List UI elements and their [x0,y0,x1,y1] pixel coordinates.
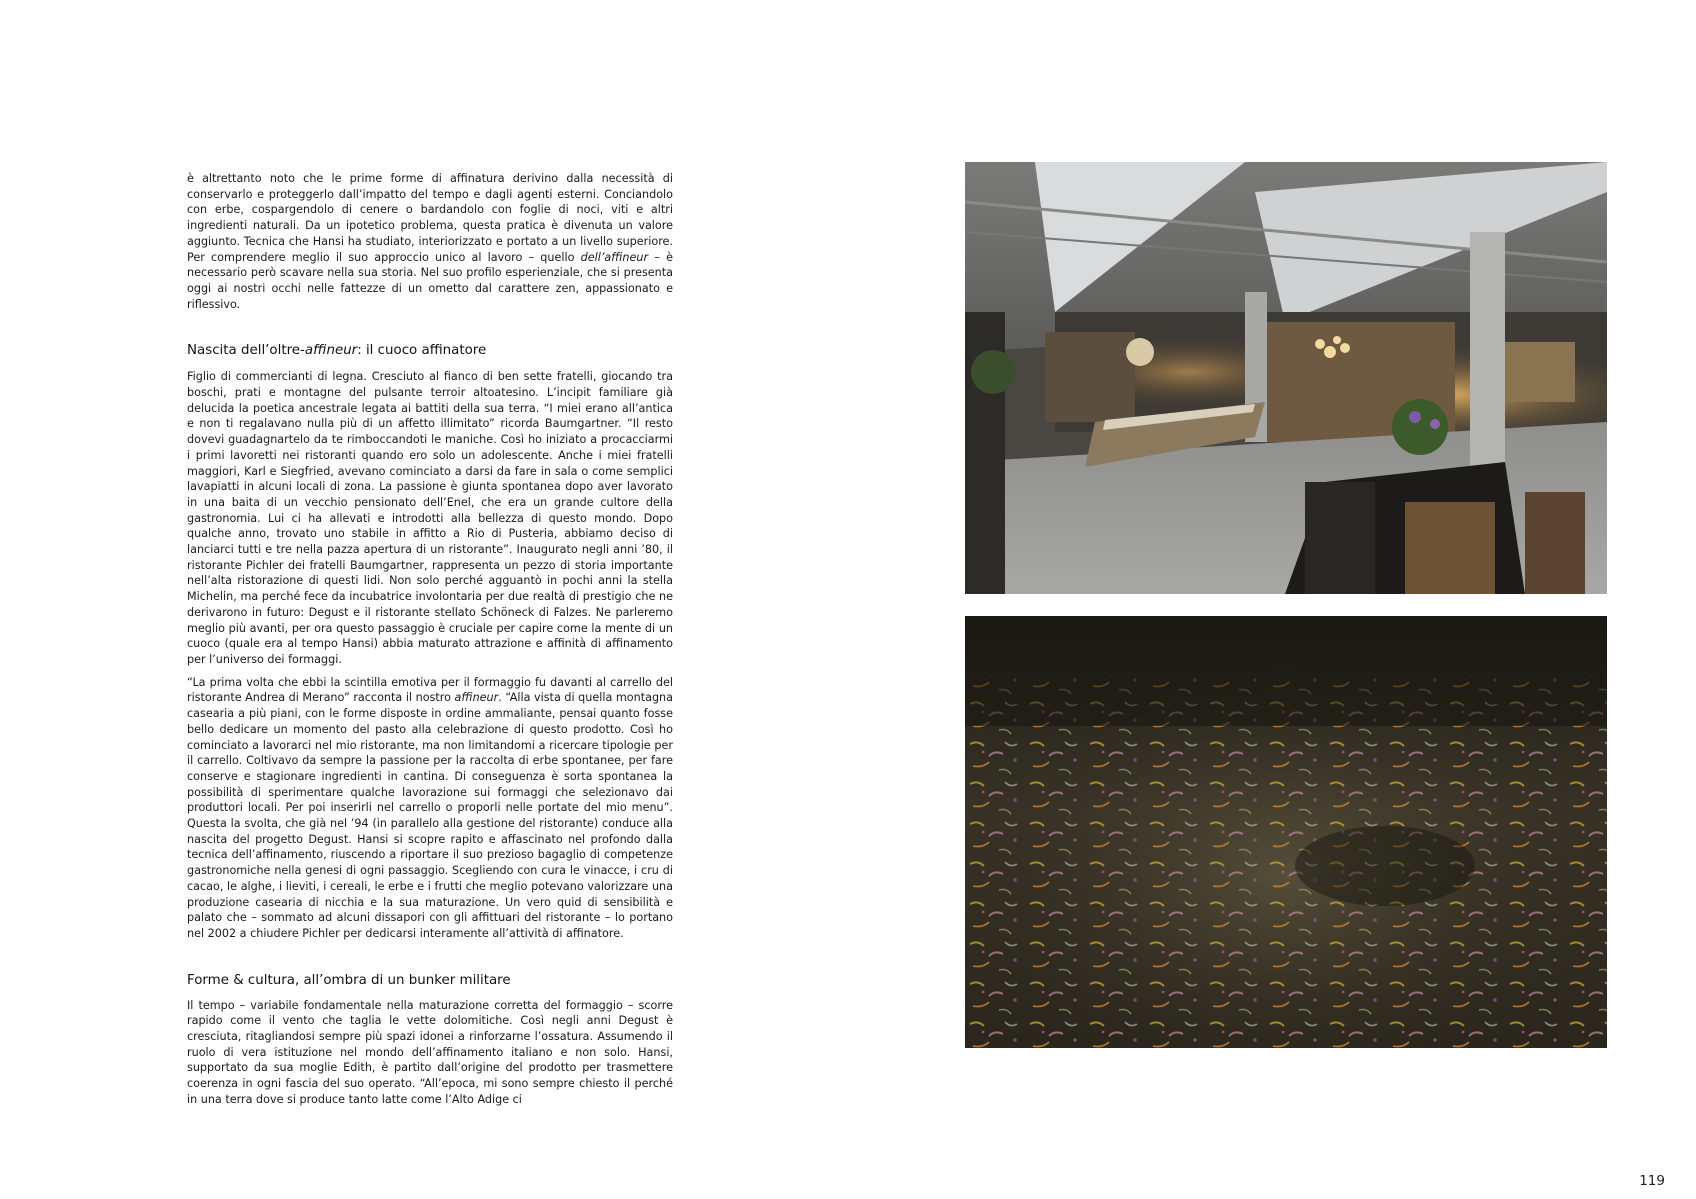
paragraph-childhood: Figlio di commercianti di legna. Cresciuto al fianco di ben sette fratelli, giocando tra boschi, prati e montagne del pulsante terroir altoatesino. L’incipit familiare già delucida la poetica ancestrale legata ai battiti della sua terra. “I miei erano all’antica e non ti regalavano nulla più di un affetto illimitato” ricorda Baumgartner. “Il resto dovevi guadagnartelo da te rimboccandoti le maniche. Così ho iniziato a procacciarmi i primi lavoretti nei ristoranti quando ero solo un adolescente. Anche i miei fratelli maggiori, Karl e Siegfried, avevano cominciato a darsi da fare in sala o come semplici lavapiatti in alcuni locali di zona. La passione è giunta spontanea dopo aver lavorato in una baita di un vecchio pensionato dell’Enel, che era un grande cultore della gastronomia. Lui ci ha allevati e introdotti alla bellezza di questo mondo. Dopo qualche anno, trovato uno stabile in affitto a Rio di Pusteria, abbiamo deciso di lanciarci tutti e tre nella pazza apertura di un ristorante”. Inaugurato negli anni ’80, il ristorante Pichler dei fratelli Baumgartner, rappresenta un pezzo di storia importante nell’alta ristorazione di questi lidi. Non solo perché agguantò in pochi anni la stella Michelin, ma perché fece da incubatrice involontaria per due realtà di prestigio che ne derivarono in futuro: Degust e il ristorante stellato Schöneck di Falzes. Ne parleremo meglio più avanti, per ora questo passaggio è cruciale per capire come la mente di un cuoco (quale era al tempo Hansi) abbia maturato attrazione e affinità di affinamento per l’universo dei formaggi. [187,370,673,666]
emphasis-affineur: affineur [454,691,499,705]
dried-herbs-illustration [965,616,1607,1048]
dried-herbs-flowers-photo [965,616,1607,1048]
restaurant-interior-photo [965,162,1607,594]
paragraph-first-spark: “La prima volta che ebbi la scintilla emotiva per il formaggio fu davanti al carrello del ristorante Andrea di Merano” racconta il nostro affineur. “Alla vista di quella montagna casearia a più piani, con le forme disposte in ordine ammaliante, pensai quanto fosse bello dedicare un momento del pasto alla celebrazione di questo prodotto. Così ho cominciato a lavorarci nel mio ristorante, ma non limitandomi a ricercare tipologie per il carrello. Coltivavo da sempre la passione per la raccolta di erbe spontanee, per fare conserve e stagionare ingredienti in cantina. Di conseguenza è sorta spontanea la possibilità di sperimentare qualche lavorazione sui formaggi che selezionavo dai produttori locali. Per poi inserirli nel carrello o proporli nelle portate del mio menu”. Questa la svolta, che già nel ’94 (in parallelo alla gestione del ristorante) conduce alla nascita del progetto Degust. Hansi si scopre rapito e affascinato nel profondo dalla tecnica dell’affinamento, riuscendo a riportare il suo prezioso bagaglio di competenze gastronomiche nella genesi di ogni passaggio. Scegliendo con cura le vinacce, i cru di cacao, le alghe, i lieviti, i cereali, le erbe e i frutti che meglio potevano valorizzare una produzione casearia di nicchia e la sua maturazione. Un vero quid di sensibilità e palato che – sommato ad alcuni dissapori con gli affittuari del ristorante – lo portano nel 2002 a chiudere Pichler per dedicarsi interamente all’attività di affinatore. [187,675,673,940]
heading-forme-cultura: Forme & cultura, all’ombra di un bunker militare [187,972,511,988]
text-column [187,171,673,1115]
page-number: 119 [1639,1173,1665,1189]
emphasis-affineur: dell’affineur [580,250,649,264]
paragraph-time: Il tempo – variabile fondamentale nella maturazione corretta del formaggio – scorre rapido come il vento che taglia le vette dolomitiche. Così negli anni Degust è cresciuta, ritagliandosi sempre più spazi idonei a rinforzarne l’ossatura. Assumendo il ruolo di vera istituzione nel mondo dell’affinamento italiano e non solo. Hansi, supportato da sua moglie Edith, è partito dall’origine del prodotto per trasmettere coerenza in ogni fascia del suo operato. “All’epoca, mi sono sempre chiesto il perché in una terra dove si produce tanto latte come l’Alto Adige ci [187,998,673,1106]
heading-nascita: Nascita dell’oltre-affineur: il cuoco affinatore [187,343,487,359]
restaurant-interior-illustration [965,162,1607,594]
paragraph-intro: è altrettanto noto che le prime forme di affinatura derivino dalla necessità di conservarlo e proteggerlo dall’impatto del tempo e dagli agenti esterni. Conciandolo con erbe, cospargendolo di cenere o bardandolo con foglie di noci, viti e altri ingredienti naturali. Da un ipotetico problema, questa pratica è divenuta un valore aggiunto. Tecnica che Hansi ha studiato, interiorizzato e portato a un livello superiore. Per comprendere meglio il suo approccio unico al lavoro – quello dell’affineur – è necessario però scavare nella sua storia. Nel suo profilo esperienziale, che si presenta oggi ai nostri occhi nelle fattezze di un ometto dal carattere zen, appassionato e riflessivo. [187,172,673,311]
